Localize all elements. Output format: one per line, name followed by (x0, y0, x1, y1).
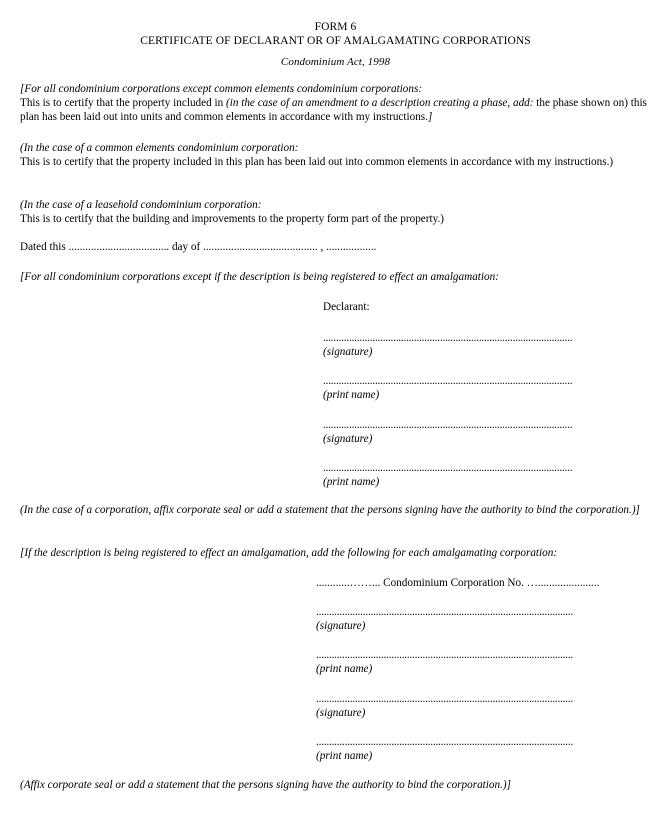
section2-text: This is to certify that the property included in this plan has been laid out into common elements in accordance with my instructions.) (20, 156, 614, 168)
section2-intro: (In the case of a common elements condominium corporation: (20, 142, 299, 154)
declarant-print-name-caption-1: (print name) (323, 389, 380, 401)
declarant-signature-line-2[interactable]: ................................................................................................ (323, 419, 573, 431)
amalgamation-print-name-caption-2: (print name) (316, 750, 373, 762)
amalgamation-print-name-caption-1: (print name) (316, 663, 373, 675)
section1-text-c: the phase shown on) this plan has been laid out into units and common elements in accordance with my instructions. (20, 97, 647, 123)
section3-text: This is to certify that the building and improvements to the property form part of the property.) (20, 213, 444, 225)
declarant-print-name-caption-2: (print name) (323, 476, 380, 488)
act-name: Condominium Act, 1998 (280, 56, 391, 68)
amalgamation-print-name-line-1[interactable]: ................................................................................................... (316, 649, 574, 661)
amalgamation-print-name-line-2[interactable]: ................................................................................................... (316, 736, 574, 748)
section3-intro: (In the case of a leasehold condominium corporation: (20, 199, 262, 211)
section1-text-b: (in the case of an amendment to a description creating a phase, add: (226, 97, 534, 109)
declarant-signature-line-1[interactable]: ................................................................................................ (323, 332, 573, 344)
section1-text-a: This is to certify that the property included in (20, 97, 226, 109)
section1-intro: [For all condominium corporations except common elements condominium corporations: (20, 83, 423, 95)
declarant-label: Declarant: (323, 301, 370, 313)
section1-text-end: ] (427, 111, 433, 123)
declarant-print-name-line-1[interactable]: ................................................................................................ (323, 375, 573, 387)
corporation-number-line[interactable]: ............……... Condominium Corporation No. …...................... (316, 577, 600, 589)
amalgamation-signature-line-2[interactable]: ................................................................................................... (316, 693, 574, 705)
declarant-print-name-line-2[interactable]: ................................................................................................ (323, 462, 573, 474)
section4-intro: [For all condominium corporations except if the description is being registered to effect an amalgamation: (20, 271, 499, 283)
final-note: (Affix corporate seal or add a statement that the persons signing have the authority to bind the corporation.)] (20, 779, 511, 791)
section5-intro: [If the description is being registered to effect an amalgamation, add the following for each amalgamating corporation: (20, 547, 558, 559)
dated-line: Dated this .................................... day of ......................................... , .................. (20, 241, 377, 253)
section1-text (20, 96, 650, 124)
declarant-signature-caption-2: (signature) (323, 433, 373, 445)
amalgamation-signature-line-1[interactable]: ................................................................................................... (316, 606, 574, 618)
form-title: CERTIFICATE OF DECLARANT OR OF AMALGAMATING CORPORATIONS (140, 35, 531, 47)
corporation-note: (In the case of a corporation, affix corporate seal or add a statement that the persons signing have the authority to bind the corporation.)] (20, 504, 640, 516)
form-number: FORM 6 (314, 21, 357, 33)
amalgamation-signature-caption-1: (signature) (316, 620, 366, 632)
amalgamation-signature-caption-2: (signature) (316, 707, 366, 719)
declarant-signature-caption-1: (signature) (323, 346, 373, 358)
